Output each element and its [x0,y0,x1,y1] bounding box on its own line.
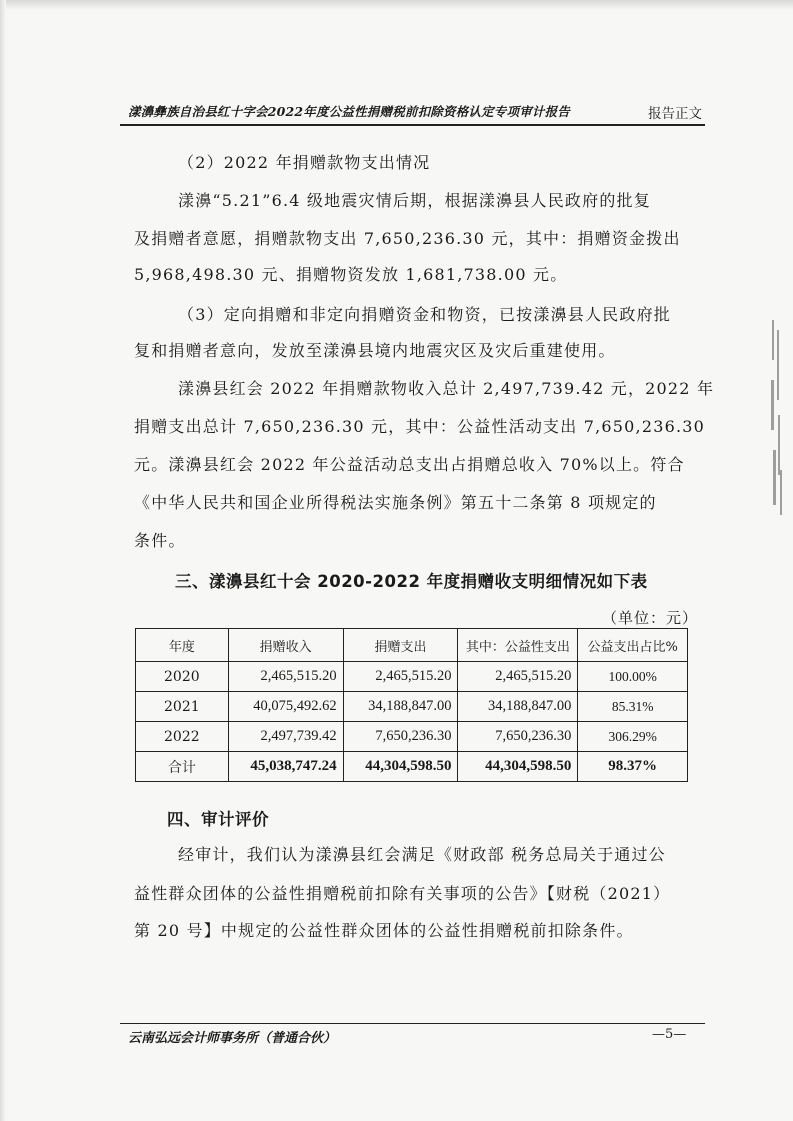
para4-line2: 益性群众团体的公益性捐赠税前扣除有关事项的公告》【财税（2021） [134,884,671,903]
table-header-cell: 捐赠支出 [343,629,458,662]
page-number: —5— [652,1027,687,1042]
para2-line2: 复和捐赠者意向，发放至漾濞县境内地震灾区及灾后重建使用。 [134,341,616,360]
para4-line3: 第 20 号】中规定的公益性群众团体的公益性捐赠税前扣除条件。 [134,921,634,940]
para4-line1: 经审计，我们认为漾濞县红会满足《财政部 税务总局关于通过公 [178,845,666,864]
section4-heading: 四、审计评价 [167,810,269,829]
para1-line3: 5,968,498.30 元、捐赠物资发放 1,681,738.00 元。 [134,265,568,284]
unit-note: （单位：元） [602,609,699,627]
section-label: 报告正文 [648,106,702,122]
binding-marks [768,320,788,520]
page-header [120,100,704,122]
table-cell-total-label: 合计 [136,752,229,782]
para2-line1: （3）定向捐赠和非定向捐赠资金和物资，已按漾濞县人民政府批 [178,305,671,324]
table-cell: 7,650,236.30 [343,722,458,752]
para3-line5: 条件。 [134,531,186,550]
table-cell-year: 2022 [136,722,229,752]
table-cell: 44,304,598.50 [343,752,458,782]
report-title: 漾濞彝族自治县红十字会2022年度公益性捐赠税前扣除资格认定专项审计报告 [128,104,570,119]
para3-line3: 元。漾濞县红会 2022 年公益活动总支出占捐赠总收入 70%以上。符合 [134,455,685,474]
table-header-cell: 公益支出占比% [578,629,688,662]
section3-heading: 三、漾濞县红十会 2020-2022 年度捐赠收支明细情况如下表 [175,572,648,591]
table-cell: 45,038,747.24 [228,752,343,782]
table-cell-percent: 98.37% [578,752,688,782]
table-cell: 2,497,739.42 [228,722,343,752]
para3-line4: 《中华人民共和国企业所得税法实施条例》第五十二条第 8 项规定的 [134,493,657,512]
table-cell: 2,465,515.20 [228,662,343,692]
table-cell-percent: 85.31% [578,692,688,722]
para3-line2: 捐赠支出总计 7,650,236.30 元，其中：公益性活动支出 7,650,236.30 [134,417,706,436]
table-cell: 44,304,598.50 [458,752,578,782]
table-cell: 40,075,492.62 [228,692,343,722]
table-header-cell: 捐赠收入 [228,629,343,662]
table-cell: 34,188,847.00 [458,692,578,722]
scan-edge-left [0,0,6,1121]
table-row [136,662,688,692]
table-total-row [136,752,688,782]
table-header-cell: 其中：公益性支出 [458,629,578,662]
scan-edge-top [0,0,793,10]
table-cell: 7,650,236.30 [458,722,578,752]
table-cell-percent: 100.00% [578,662,688,692]
table-cell: 2,465,515.20 [458,662,578,692]
table-header-cell: 年度 [136,629,229,662]
donation-table [135,628,688,782]
header-divider [120,124,705,126]
table-row [136,692,688,722]
para3-line1: 漾濞县红会 2022 年捐赠款物收入总计 2,497,739.42 元，2022 年 [178,379,715,398]
para1-line2: 及捐赠者意愿，捐赠款物支出 7,650,236.30 元，其中：捐赠资金拨出 [134,229,681,248]
table-row [136,722,688,752]
table-cell-percent: 306.29% [578,722,688,752]
table-cell-year: 2020 [136,662,229,692]
footer-divider [120,1023,705,1024]
item2-heading: （2）2022 年捐赠款物支出情况 [178,153,431,172]
table-cell: 2,465,515.20 [343,662,458,692]
firm-name: 云南弘远会计师事务所（普通合伙） [128,1031,337,1046]
table-cell-year: 2021 [136,692,229,722]
table-header-row [136,629,688,662]
para1-line1: 漾濞“5.21”6.4 级地震灾情后期，根据漾濞县人民政府的批复 [178,191,651,210]
table-cell: 34,188,847.00 [343,692,458,722]
